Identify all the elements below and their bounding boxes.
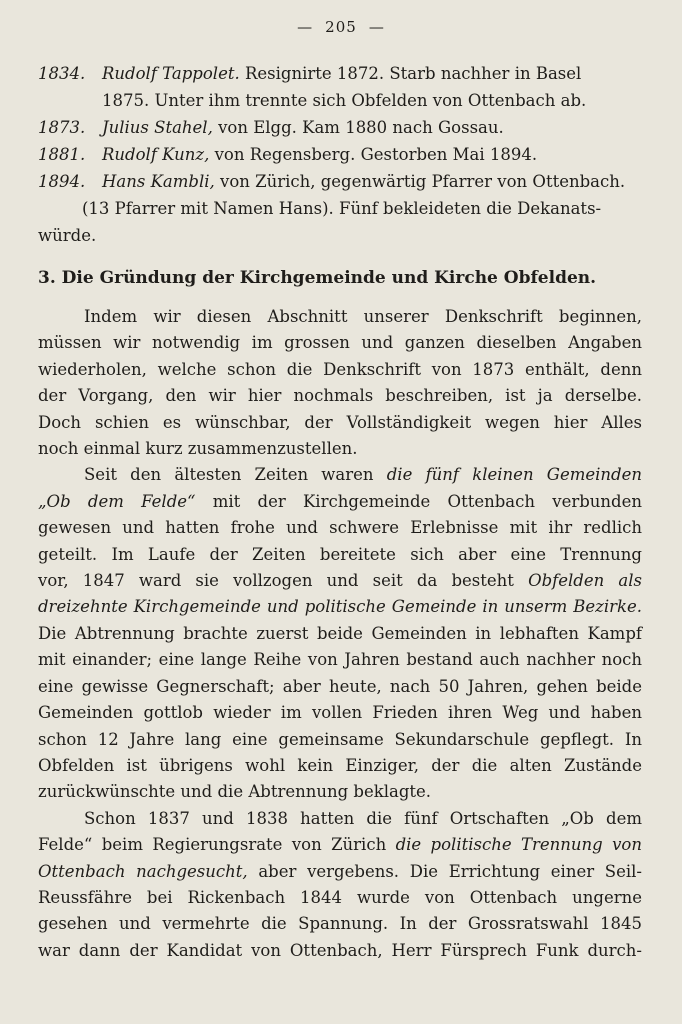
entry-name: Julius Stahel, bbox=[102, 118, 213, 137]
entry-text: von Elgg. Kam 1880 nach Gossau. bbox=[212, 118, 504, 137]
text-line: Schon 1837 und 1838 hatten die fünf Ortschaften „Ob dem bbox=[84, 808, 642, 828]
text-run: vor, 1847 ward sie vollzogen und seit da besteht bbox=[38, 571, 529, 591]
entry-name: Hans Kambli, bbox=[102, 172, 215, 191]
text-line bbox=[38, 859, 642, 885]
text-line: war dann der Kandidat von Ottenbach, Herr Fürsprech Funk durch- bbox=[38, 940, 642, 960]
text-run: aber vergebens. Die Errichtung einer Seil- bbox=[247, 861, 643, 881]
entry-text: von Regensberg. Gestorben Mai 1894. bbox=[209, 145, 538, 164]
page-number-dash-right: — bbox=[368, 18, 385, 36]
text-line: mit einander; eine lange Reihe von Jahren bestand auch nachher noch bbox=[38, 650, 642, 670]
text-run: Felde“ beim Regierungsrate von Zürich bbox=[38, 835, 396, 855]
section-heading: 3. Die Gründung der Kirchgemeinde und Kirche Obfelden. bbox=[38, 268, 597, 288]
text-line: müssen wir notwendig im grossen und ganzen dieselben Angaben bbox=[38, 333, 642, 353]
entry-year: 1894. bbox=[38, 172, 86, 191]
emphasis-line: dreizehnte Kirchgemeinde und politische Gemeinde in unserm Bezirke. bbox=[38, 597, 642, 617]
text-line: Obfelden ist übrigens wohl kein Einziger, der die alten Zustände bbox=[38, 755, 642, 775]
emphasis-text: „Ob dem Felde“ bbox=[38, 491, 196, 511]
note-line: (13 Pfarrer mit Namen Hans). Fünf bekleideten die Dekanats- bbox=[82, 199, 602, 218]
page-number-dash-left: — bbox=[297, 18, 314, 36]
text-line: schon 12 Jahre lang eine gemeinsame Sekundarschule gepflegt. In bbox=[38, 729, 642, 749]
text-line: wiederholen, welche schon die Denkschrift von 1873 enthält, denn bbox=[38, 359, 642, 379]
text-line bbox=[38, 489, 642, 515]
text-line: der Vorgang, den wir hier nochmals beschreiben, ist ja derselbe. bbox=[38, 386, 642, 406]
emphasis-text: Ottenbach nachgesucht, bbox=[38, 861, 248, 881]
entry-text: von Zürich, gegenwärtig Pfarrer von Ottenbach. bbox=[214, 172, 626, 191]
pastor-entry bbox=[38, 114, 638, 141]
entry-text-continued: 1875. Unter ihm trennte sich Obfelden von Ottenbach ab. bbox=[102, 91, 587, 110]
text-line: gewesen und hatten frohe und schwere Erlebnisse mit ihr redlich bbox=[38, 518, 642, 538]
body-text bbox=[38, 304, 642, 964]
text-line: geteilt. Im Laufe der Zeiten bereitete sich aber eine Trennung bbox=[38, 544, 642, 564]
text-line bbox=[38, 462, 642, 488]
emphasis-text: Obfelden als bbox=[528, 571, 642, 591]
text-line: eine gewisse Gegnerschaft; aber heute, nach 50 Jahren, gehen beide bbox=[38, 676, 642, 696]
text-line: noch einmal kurz zusammenzustellen. bbox=[38, 439, 358, 459]
entry-year: 1881. bbox=[38, 145, 86, 164]
text-line bbox=[38, 568, 642, 594]
emphasis-text: die fünf kleinen Gemeinden bbox=[386, 465, 642, 485]
text-line: Indem wir diesen Abschnitt unserer Denkschrift beginnen, bbox=[84, 307, 642, 326]
entry-year: 1834. bbox=[38, 64, 86, 83]
note-line: würde. bbox=[38, 226, 97, 245]
entry-year: 1873. bbox=[38, 118, 86, 137]
text-line: zurückwünschte und die Abtrennung beklagte. bbox=[38, 782, 432, 802]
text-run: Seit den ältesten Zeiten waren bbox=[84, 465, 387, 485]
entry-text: Resignirte 1872. Starb nachher in Basel bbox=[239, 64, 582, 83]
text-line: Reussfähre bei Rickenbach 1844 wurde von Ottenbach ungerne bbox=[38, 887, 642, 907]
entry-name: Rudolf Tappolet. bbox=[102, 64, 240, 83]
text-run: mit der Kirchgemeinde Ottenbach verbunden bbox=[195, 491, 643, 511]
text-line bbox=[38, 832, 642, 858]
pastor-entry bbox=[38, 141, 638, 168]
entry-name: Rudolf Kunz, bbox=[102, 145, 210, 164]
text-line: Die Abtrennung brachte zuerst beide Gemeinden in lebhaften Kampf bbox=[38, 623, 642, 643]
pastor-entry bbox=[38, 168, 638, 195]
pastor-note bbox=[38, 195, 638, 249]
text-line: Doch schien es wünschbar, der Vollständigkeit wegen hier Alles bbox=[38, 412, 642, 432]
pastor-list bbox=[38, 60, 638, 249]
page-number bbox=[0, 18, 682, 36]
page-number-value: 205 bbox=[325, 18, 357, 36]
pastor-entry bbox=[38, 60, 638, 114]
emphasis-text: die politische Trennung von bbox=[395, 835, 642, 855]
text-line: gesehen und vermehrte die Spannung. In der Grossratswahl 1845 bbox=[38, 914, 642, 934]
text-line: Gemeinden gottlob wieder im vollen Frieden ihren Weg und haben bbox=[38, 703, 642, 723]
